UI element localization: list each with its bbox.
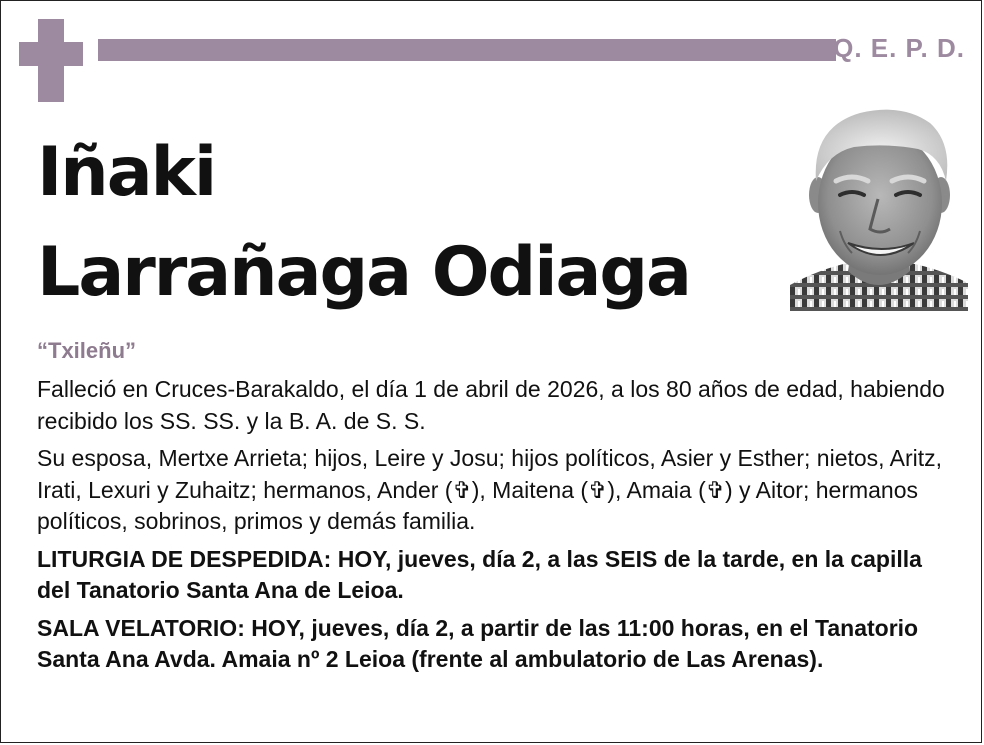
cross-icon bbox=[19, 19, 83, 102]
nickname: “Txileñu” bbox=[37, 338, 137, 363]
portrait-photo bbox=[790, 103, 968, 311]
surnames: Larrañaga Odiaga bbox=[37, 233, 690, 312]
first-name: Iñaki bbox=[37, 133, 216, 212]
wake-paragraph: SALA VELATORIO: HOY, jueves, día 2, a partir de las 11:00 horas, en el Tanatorio Santa Ana Avda. Amaia nº 2 Leioa (frente al ambulatorio de Las Arenas). bbox=[37, 614, 919, 672]
death-notice-paragraph: Falleció en Cruces-Barakaldo, el día 1 de abril de 2026, a los 80 años de edad, habiendo recibido los SS. SS. y la B. A. de S. S. bbox=[37, 376, 945, 434]
obituary-body bbox=[37, 338, 957, 682]
family-paragraph: Su esposa, Mertxe Arrieta; hijos, Leire y Josu; hijos políticos, Asier y Esther; nietos, Aritz, Irati, Lexuri y Zuhaitz; hermanos, Ander (✞), Maitena (✞), Amaia (✞) y Aitor; hermanos políticos, sobrinos, primos y demás familia. bbox=[37, 445, 943, 534]
qepd-label: Q. E. P. D. bbox=[833, 33, 965, 63]
liturgy-paragraph: LITURGIA DE DESPEDIDA: HOY, jueves, día 2, a las SEIS de la tarde, en la capilla del Tanatorio Santa Ana de Leioa. bbox=[37, 545, 922, 603]
header-divider-bar bbox=[98, 39, 836, 61]
